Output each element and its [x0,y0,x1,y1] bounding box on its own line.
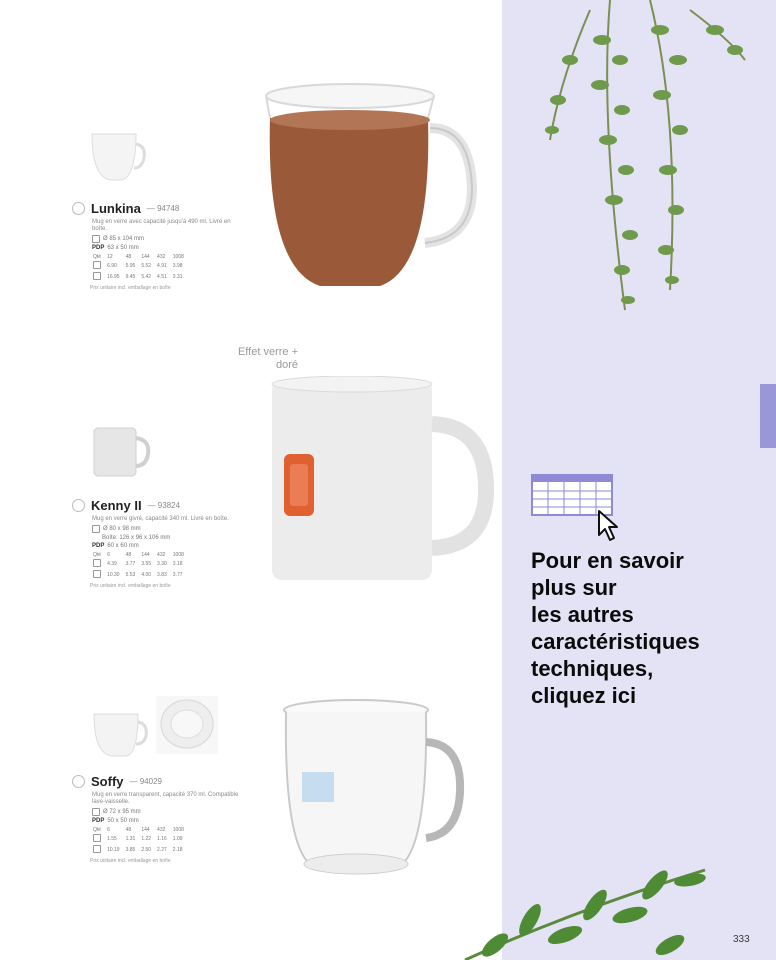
price-note: Prix unitaire incl. emballage en boîte [90,285,171,291]
ruler-icon [92,525,100,533]
product-kenny-ii [72,498,252,589]
soffy-mug-photo [280,696,470,886]
print-area: 50 x 50 mm [107,818,139,824]
product-dims: Ø 85 x 104 mm [103,236,145,242]
cursor-icon [596,509,622,543]
blank-icon [93,834,101,842]
printed-icon [93,272,101,280]
product-name: Soffy [91,774,124,789]
cta-link-text[interactable]: Pour en savoir plus sur les autres caractéristiques techniques, cliquez ici [531,548,700,708]
product-ref: — 94029 [129,777,162,786]
printed-icon [93,845,101,853]
product-description: Mug en verre transparent, capacité 370 ml. Compatible lave-vaisselle. [92,792,239,805]
price-note: Prix unitaire incl. emballage en boîte [90,858,171,864]
product-ref: — 94748 [146,204,180,213]
product-description: Mug en verre avec capacité jusqu'à 490 ml. Livré en boîte. [92,219,231,232]
product-soffy [72,774,252,864]
page-number: 333 [733,934,750,945]
blank-icon [93,559,101,567]
product-description: Mug en verre givré, capacité 340 ml. Livré en boîte. [92,516,229,522]
printed-icon [93,570,101,578]
ruler-icon [92,808,100,816]
lunkina-thumbnail [88,128,146,184]
colour-swatch-icon [72,499,85,512]
price-table: Qté 6 48 144 432 1008 4.39 3.77 3.55 3.30 3.18 10.30 5.53 4.00 3.83 3.77 [93,552,184,578]
product-dims: Ø 72 x 95 mm [103,809,141,815]
colour-swatch-icon [72,202,85,215]
product-name: Lunkina [91,201,141,216]
soffy-thumbnail [90,694,224,760]
side-tab[interactable] [760,384,776,448]
lunkina-mug-photo [260,78,480,298]
product-lunkina [72,201,252,291]
kenny-mug-photo [266,376,496,586]
box-dims: Boîte: 126 x 96 x 106 mm [102,535,171,541]
ruler-icon [92,235,100,243]
print-label: PDP [92,543,105,549]
print-area: 60 x 60 mm [107,543,139,549]
hanging-plant-image [530,0,760,320]
colour-swatch-icon [72,775,85,788]
effect-label: Effet verre + doré [237,346,298,371]
product-name: Kenny II [91,498,142,513]
price-table: Qté 12 48 144 432 1008 6.90 5.95 5.52 4.91 3.98 16.95 9.45 5.42 4.51 3.31 [93,254,184,280]
print-label: PDP [92,245,105,251]
kenny-thumbnail [90,424,152,480]
price-note: Prix unitaire incl. emballage en boîte [90,583,171,589]
price-table: Qté 6 48 144 432 1008 1.55 1.31 1.22 1.16 1.09 10.19 3.85 2.50 2.27 2.18 [93,827,184,853]
product-ref: — 93824 [147,501,181,510]
leaf-branch-image [455,850,725,960]
product-dims: Ø 80 x 98 mm [103,526,141,532]
blank-icon [93,261,101,269]
print-label: PDP [92,818,105,824]
print-area: 63 x 50 mm [107,245,139,251]
